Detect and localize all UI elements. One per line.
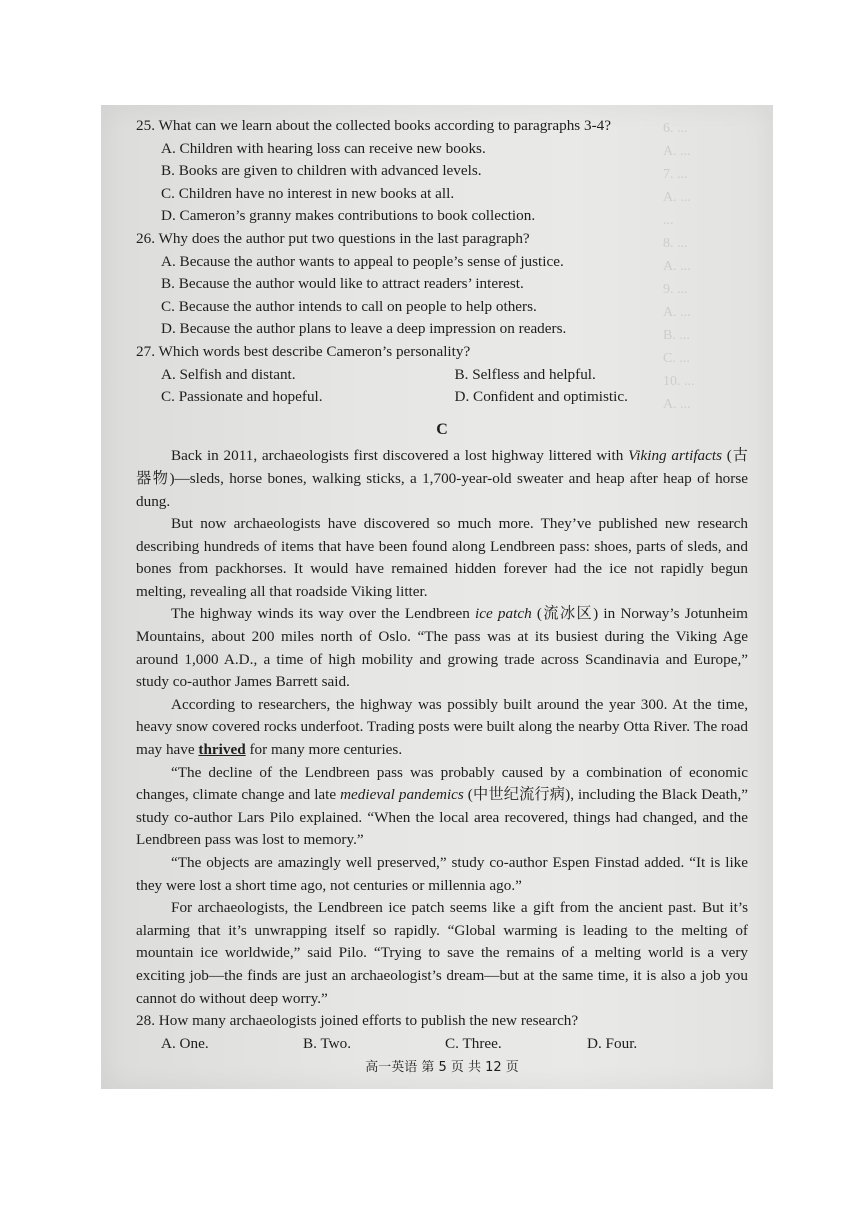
q28-option-b: B. Two. <box>303 1034 352 1052</box>
q26-option-a: A. Because the author wants to appeal to people’s sense of justice. <box>161 252 564 270</box>
exam-page <box>101 105 773 1089</box>
passage-paragraph-5: “The decline of the Lendbreen pass was probably caused by a combination of economic changes, climate change and late medieval pandemics (中世纪流行病), including the Black Death,” study co-author Lars Pilo explained. “When the local area recovered, things had changed, and the Lendbreen pass was lost to memory.” <box>136 763 748 849</box>
q27-options-row-1 <box>161 364 748 387</box>
q27-option-c: C. Passionate and hopeful. <box>161 388 323 406</box>
term-viking-artifacts: Viking artifacts <box>628 447 723 465</box>
question-25: 25. What can we learn about the collected books according to paragraphs 3-4? <box>136 117 611 134</box>
q27-options-row-2 <box>161 386 748 409</box>
passage-paragraph-6: “The objects are amazingly well preserved,” study co-author Espen Finstad added. “It is like they were lost a short time ago, not centuries or millennia ago.” <box>136 854 748 894</box>
question-28: 28. How many archaeologists joined efforts to publish the new research? <box>136 1012 579 1030</box>
q28-option-a: A. One. <box>161 1034 209 1052</box>
q25-option-a: A. Children with hearing loss can receive new books. <box>161 139 486 157</box>
page-content <box>136 115 748 1080</box>
q26-option-d: D. Because the author plans to leave a deep impression on readers. <box>161 320 567 338</box>
passage-paragraph-2: But now archaeologists have discovered so much more. They’ve published new research describing hundreds of items that have been found along Lendbreen pass: shoes, parts of sleds, and bones from packhorses. It would have remained hidden forever had the ice not rapidly begun melting, revealing all that roadside Viking litter. <box>136 515 748 600</box>
section-heading: C <box>436 420 448 438</box>
question-26: 26. Why does the author put two questions in the last paragraph? <box>136 229 530 247</box>
q27-option-d: D. Confident and optimistic. <box>454 388 628 406</box>
q26-option-b: B. Because the author would like to attract readers’ interest. <box>161 275 524 293</box>
term-ice-patch: ice patch <box>475 605 532 623</box>
q28-option-d: D. Four. <box>587 1034 638 1052</box>
passage-paragraph-3: The highway winds its way over the Lendbreen ice patch (流冰区) in Norway’s Jotunheim Mountains, about 200 miles north of Oslo. “The pass was at its busiest during the Viking Age around 1,000 A.D., a time of high mobility and growing trade across Scandinavia and Europe,” study co-author James Barrett said. <box>136 605 748 691</box>
question-27: 27. Which words best describe Cameron’s personality? <box>136 342 471 360</box>
q25-option-c: C. Children have no interest in new books at all. <box>161 184 455 202</box>
underlined-word-thrived: thrived <box>198 741 246 759</box>
bleed-through-text: 6. ... A. ... 7. ... A. ... ... 8. ... A. ... 9. ... A. ... B. ... C. ... 10. ... A. ... <box>663 121 695 412</box>
q25-option-d: D. Cameron’s granny makes contributions to book collection. <box>161 207 536 225</box>
term-medieval-pandemics: medieval pandemics <box>340 786 464 804</box>
passage-paragraph-1: Back in 2011, archaeologists first discovered a lost highway littered with Viking artifacts (古器物)—sleds, horse bones, walking sticks, a 1,700-year-old sweater and heap after heap of horse dung. <box>136 447 748 510</box>
q28-option-c: C. Three. <box>445 1034 502 1052</box>
q26-option-c: C. Because the author intends to call on people to help others. <box>161 297 537 315</box>
passage-paragraph-7: For archaeologists, the Lendbreen ice patch seems like a gift from the ancient past. But it’s alarming that it’s unwrapping itself so rapidly. “Global warming is leading to the melting of mountain ice worldwide,” said Pilo. “Trying to save the remains of a melting world is a very exciting job—the finds are just an archaeologist’s dream—but at the same time, it is also a job you cannot do without deep worry.” <box>136 899 748 1007</box>
q27-option-b: B. Selfless and helpful. <box>454 365 596 383</box>
passage-paragraph-4: According to researchers, the highway was possibly built around the year 300. At the time, heavy snow covered rocks underfoot. Trading posts were built along the nearby Otta River. The road may have thrived for many more centuries. <box>136 695 748 759</box>
q27-option-a: A. Selfish and distant. <box>161 365 296 383</box>
q25-option-b: B. Books are given to children with advanced levels. <box>161 162 482 180</box>
page-footer: 高一英语 第 5 页 共 12 页 <box>365 1060 519 1076</box>
q28-options-row <box>161 1033 748 1056</box>
